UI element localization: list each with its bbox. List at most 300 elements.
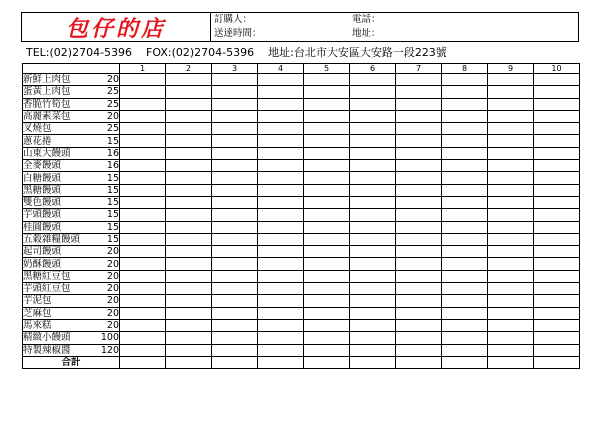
item-name: 芋泥包 — [23, 295, 98, 307]
quantity-cell[interactable] — [304, 184, 350, 196]
quantity-cell[interactable] — [120, 123, 166, 135]
quantity-cell[interactable] — [534, 172, 580, 184]
quantity-cell[interactable] — [212, 172, 258, 184]
quantity-cell[interactable] — [258, 196, 304, 208]
quantity-cell[interactable] — [166, 98, 212, 110]
quantity-cell[interactable] — [166, 135, 212, 147]
quantity-cell[interactable] — [166, 246, 212, 258]
quantity-cell[interactable] — [212, 160, 258, 172]
quantity-cell[interactable] — [120, 196, 166, 208]
quantity-cell[interactable] — [396, 246, 442, 258]
quantity-cell[interactable] — [350, 74, 396, 86]
quantity-cell[interactable] — [350, 160, 396, 172]
item-name: 芋頭紅豆包 — [23, 283, 98, 295]
quantity-cell[interactable] — [350, 196, 396, 208]
quantity-cell[interactable] — [304, 319, 350, 331]
quantity-cell[interactable] — [120, 74, 166, 86]
quantity-cell[interactable] — [442, 135, 488, 147]
quantity-cell[interactable] — [212, 221, 258, 233]
column-header-2: 2 — [166, 64, 212, 74]
quantity-cell[interactable] — [212, 209, 258, 221]
shop-address: 地址:台北市大安區大安路一段223號 — [268, 46, 447, 59]
total-cell[interactable] — [212, 356, 258, 368]
quantity-cell[interactable] — [442, 147, 488, 159]
quantity-cell[interactable] — [350, 319, 396, 331]
quantity-cell[interactable] — [396, 258, 442, 270]
quantity-cell[interactable] — [304, 270, 350, 282]
quantity-cell[interactable] — [488, 196, 534, 208]
quantity-cell[interactable] — [258, 332, 304, 344]
quantity-cell[interactable] — [396, 283, 442, 295]
item-price: 25 — [98, 123, 120, 135]
quantity-cell[interactable] — [442, 74, 488, 86]
delivery-time-label: 送達時間： — [214, 28, 262, 39]
quantity-cell[interactable] — [534, 270, 580, 282]
table-row — [23, 74, 580, 86]
quantity-cell[interactable] — [534, 258, 580, 270]
shop-logo: 包仔的店 — [22, 13, 211, 41]
quantity-cell[interactable] — [166, 307, 212, 319]
quantity-cell[interactable] — [488, 123, 534, 135]
quantity-cell[interactable] — [258, 160, 304, 172]
quantity-cell[interactable] — [488, 184, 534, 196]
quantity-cell[interactable] — [304, 258, 350, 270]
quantity-cell[interactable] — [304, 172, 350, 184]
quantity-cell[interactable] — [534, 233, 580, 245]
table-row — [23, 184, 580, 196]
item-name: 奶酥饅頭 — [23, 258, 98, 270]
quantity-cell[interactable] — [212, 344, 258, 356]
quantity-cell[interactable] — [258, 147, 304, 159]
quantity-cell[interactable] — [166, 123, 212, 135]
quantity-cell[interactable] — [212, 196, 258, 208]
quantity-cell[interactable] — [534, 295, 580, 307]
quantity-cell[interactable] — [488, 86, 534, 98]
quantity-cell[interactable] — [304, 160, 350, 172]
quantity-cell[interactable] — [442, 184, 488, 196]
quantity-cell[interactable] — [120, 135, 166, 147]
quantity-cell[interactable] — [120, 209, 166, 221]
quantity-cell[interactable] — [442, 172, 488, 184]
quantity-cell[interactable] — [442, 233, 488, 245]
quantity-cell[interactable] — [442, 319, 488, 331]
quantity-cell[interactable] — [442, 344, 488, 356]
item-name: 黑糖饅頭 — [23, 184, 98, 196]
table-row — [23, 332, 580, 344]
quantity-cell[interactable] — [396, 135, 442, 147]
quantity-cell[interactable] — [212, 147, 258, 159]
quantity-cell[interactable] — [120, 233, 166, 245]
quantity-cell[interactable] — [396, 172, 442, 184]
quantity-cell[interactable] — [488, 258, 534, 270]
quantity-cell[interactable] — [350, 221, 396, 233]
quantity-cell[interactable] — [396, 196, 442, 208]
quantity-cell[interactable] — [350, 246, 396, 258]
table-row — [23, 319, 580, 331]
column-header-9: 9 — [488, 64, 534, 74]
quantity-cell[interactable] — [120, 246, 166, 258]
quantity-cell[interactable] — [350, 110, 396, 122]
address-label: 地址： — [352, 28, 381, 39]
quantity-cell[interactable] — [120, 172, 166, 184]
quantity-cell[interactable] — [534, 319, 580, 331]
quantity-cell[interactable] — [212, 319, 258, 331]
quantity-cell[interactable] — [120, 307, 166, 319]
quantity-cell[interactable] — [534, 160, 580, 172]
quantity-cell[interactable] — [488, 283, 534, 295]
quantity-cell[interactable] — [350, 307, 396, 319]
quantity-cell[interactable] — [212, 233, 258, 245]
quantity-cell[interactable] — [120, 295, 166, 307]
table-row — [23, 123, 580, 135]
quantity-cell[interactable] — [442, 221, 488, 233]
quantity-cell[interactable] — [396, 295, 442, 307]
quantity-cell[interactable] — [212, 295, 258, 307]
quantity-cell[interactable] — [212, 307, 258, 319]
quantity-cell[interactable] — [120, 110, 166, 122]
table-row — [23, 307, 580, 319]
table-row — [23, 147, 580, 159]
quantity-cell[interactable] — [488, 135, 534, 147]
quantity-cell[interactable] — [304, 307, 350, 319]
order-table — [22, 63, 580, 369]
quantity-cell[interactable] — [534, 283, 580, 295]
quantity-cell[interactable] — [488, 160, 534, 172]
quantity-cell[interactable] — [488, 209, 534, 221]
item-price: 20 — [98, 74, 120, 86]
item-name: 叉燒包 — [23, 123, 98, 135]
quantity-cell[interactable] — [120, 147, 166, 159]
quantity-cell[interactable] — [258, 184, 304, 196]
quantity-cell[interactable] — [488, 172, 534, 184]
quantity-cell[interactable] — [442, 196, 488, 208]
quantity-cell[interactable] — [534, 307, 580, 319]
quantity-cell[interactable] — [396, 344, 442, 356]
quantity-cell[interactable] — [120, 184, 166, 196]
quantity-cell[interactable] — [304, 295, 350, 307]
quantity-cell[interactable] — [396, 74, 442, 86]
quantity-cell[interactable] — [442, 307, 488, 319]
quantity-cell[interactable] — [534, 209, 580, 221]
quantity-cell[interactable] — [166, 319, 212, 331]
quantity-cell[interactable] — [212, 258, 258, 270]
quantity-cell[interactable] — [534, 344, 580, 356]
quantity-cell[interactable] — [534, 135, 580, 147]
quantity-cell[interactable] — [534, 184, 580, 196]
quantity-cell[interactable] — [212, 110, 258, 122]
quantity-cell[interactable] — [488, 147, 534, 159]
quantity-cell[interactable] — [166, 233, 212, 245]
item-name: 新鮮上肉包 — [23, 74, 98, 86]
column-header-row — [23, 64, 580, 74]
quantity-cell[interactable] — [396, 270, 442, 282]
quantity-cell[interactable] — [442, 283, 488, 295]
item-column-header — [23, 64, 120, 74]
quantity-cell[interactable] — [166, 209, 212, 221]
quantity-cell[interactable] — [350, 332, 396, 344]
quantity-cell[interactable] — [534, 332, 580, 344]
quantity-cell[interactable] — [396, 184, 442, 196]
item-price: 20 — [98, 258, 120, 270]
quantity-cell[interactable] — [166, 283, 212, 295]
quantity-cell[interactable] — [258, 258, 304, 270]
quantity-cell[interactable] — [304, 196, 350, 208]
quantity-cell[interactable] — [350, 123, 396, 135]
quantity-cell[interactable] — [212, 98, 258, 110]
quantity-cell[interactable] — [212, 332, 258, 344]
quantity-cell[interactable] — [212, 246, 258, 258]
quantity-cell[interactable] — [258, 270, 304, 282]
quantity-cell[interactable] — [120, 270, 166, 282]
quantity-cell[interactable] — [534, 98, 580, 110]
quantity-cell[interactable] — [534, 246, 580, 258]
quantity-cell[interactable] — [304, 221, 350, 233]
quantity-cell[interactable] — [120, 98, 166, 110]
item-price: 20 — [98, 319, 120, 331]
quantity-cell[interactable] — [534, 74, 580, 86]
quantity-cell[interactable] — [258, 135, 304, 147]
table-row — [23, 196, 580, 208]
quantity-cell[interactable] — [442, 160, 488, 172]
quantity-cell[interactable] — [258, 246, 304, 258]
quantity-cell[interactable] — [212, 74, 258, 86]
column-header-10: 10 — [534, 64, 580, 74]
quantity-cell[interactable] — [396, 160, 442, 172]
quantity-cell[interactable] — [350, 209, 396, 221]
quantity-cell[interactable] — [396, 86, 442, 98]
tel-number: TEL:(02)2704-5396 — [26, 46, 133, 59]
quantity-cell[interactable] — [304, 233, 350, 245]
quantity-cell[interactable] — [258, 86, 304, 98]
item-name: 桂圓饅頭 — [23, 221, 98, 233]
quantity-cell[interactable] — [166, 221, 212, 233]
quantity-cell[interactable] — [350, 172, 396, 184]
quantity-cell[interactable] — [350, 147, 396, 159]
quantity-cell[interactable] — [488, 98, 534, 110]
quantity-cell[interactable] — [350, 233, 396, 245]
column-header-5: 5 — [304, 64, 350, 74]
quantity-cell[interactable] — [304, 110, 350, 122]
quantity-cell[interactable] — [120, 258, 166, 270]
quantity-cell[interactable] — [442, 295, 488, 307]
quantity-cell[interactable] — [304, 86, 350, 98]
item-name: 芋頭饅頭 — [23, 209, 98, 221]
quantity-cell[interactable] — [212, 86, 258, 98]
quantity-cell[interactable] — [120, 319, 166, 331]
item-name: 蔥花捲 — [23, 135, 98, 147]
quantity-cell[interactable] — [442, 110, 488, 122]
quantity-cell[interactable] — [166, 332, 212, 344]
quantity-cell[interactable] — [442, 209, 488, 221]
total-cell[interactable] — [120, 356, 166, 368]
quantity-cell[interactable] — [166, 196, 212, 208]
column-header-8: 8 — [442, 64, 488, 74]
quantity-cell[interactable] — [166, 344, 212, 356]
total-cell[interactable] — [534, 356, 580, 368]
item-price: 20 — [98, 246, 120, 258]
quantity-cell[interactable] — [488, 74, 534, 86]
quantity-cell[interactable] — [166, 258, 212, 270]
quantity-cell[interactable] — [304, 98, 350, 110]
total-cell[interactable] — [488, 356, 534, 368]
quantity-cell[interactable] — [166, 172, 212, 184]
item-name: 五穀雜糧饅頭 — [23, 233, 98, 245]
quantity-cell[interactable] — [488, 246, 534, 258]
quantity-cell[interactable] — [166, 160, 212, 172]
total-label: 合計 — [23, 356, 120, 368]
column-header-7: 7 — [396, 64, 442, 74]
quantity-cell[interactable] — [304, 209, 350, 221]
quantity-cell[interactable] — [488, 221, 534, 233]
quantity-cell[interactable] — [534, 110, 580, 122]
quantity-cell[interactable] — [396, 307, 442, 319]
item-price: 25 — [98, 86, 120, 98]
quantity-cell[interactable] — [396, 233, 442, 245]
quantity-cell[interactable] — [258, 74, 304, 86]
quantity-cell[interactable] — [350, 184, 396, 196]
table-row — [23, 344, 580, 356]
quantity-cell[interactable] — [166, 295, 212, 307]
table-row — [23, 110, 580, 122]
quantity-cell[interactable] — [166, 184, 212, 196]
quantity-cell[interactable] — [534, 86, 580, 98]
quantity-cell[interactable] — [212, 184, 258, 196]
quantity-cell[interactable] — [396, 147, 442, 159]
quantity-cell[interactable] — [350, 283, 396, 295]
quantity-cell[interactable] — [258, 344, 304, 356]
quantity-cell[interactable] — [258, 233, 304, 245]
quantity-cell[interactable] — [488, 344, 534, 356]
quantity-cell[interactable] — [442, 332, 488, 344]
quantity-cell[interactable] — [120, 283, 166, 295]
table-row — [23, 233, 580, 245]
total-cell[interactable] — [396, 356, 442, 368]
total-cell[interactable] — [258, 356, 304, 368]
quantity-cell[interactable] — [396, 319, 442, 331]
quantity-cell[interactable] — [442, 123, 488, 135]
item-name: 山東大饅頭 — [23, 147, 98, 159]
quantity-cell[interactable] — [258, 221, 304, 233]
total-cell[interactable] — [350, 356, 396, 368]
quantity-cell[interactable] — [442, 86, 488, 98]
quantity-cell[interactable] — [488, 332, 534, 344]
item-name: 芝麻包 — [23, 307, 98, 319]
quantity-cell[interactable] — [258, 123, 304, 135]
quantity-cell[interactable] — [350, 135, 396, 147]
quantity-cell[interactable] — [258, 283, 304, 295]
orderer-label: 訂購人： — [214, 14, 253, 25]
quantity-cell[interactable] — [120, 221, 166, 233]
quantity-cell[interactable] — [396, 332, 442, 344]
quantity-cell[interactable] — [304, 332, 350, 344]
quantity-cell[interactable] — [488, 110, 534, 122]
item-price: 15 — [98, 233, 120, 245]
quantity-cell[interactable] — [166, 270, 212, 282]
quantity-cell[interactable] — [258, 319, 304, 331]
quantity-cell[interactable] — [396, 209, 442, 221]
quantity-cell[interactable] — [396, 110, 442, 122]
quantity-cell[interactable] — [350, 295, 396, 307]
quantity-cell[interactable] — [304, 246, 350, 258]
total-cell[interactable] — [442, 356, 488, 368]
quantity-cell[interactable] — [258, 295, 304, 307]
quantity-cell[interactable] — [258, 172, 304, 184]
total-row — [23, 356, 580, 368]
item-name: 高麗素菜包 — [23, 110, 98, 122]
quantity-cell[interactable] — [258, 209, 304, 221]
quantity-cell[interactable] — [166, 74, 212, 86]
quantity-cell[interactable] — [350, 258, 396, 270]
quantity-cell[interactable] — [534, 147, 580, 159]
contact-line — [26, 44, 461, 60]
quantity-cell[interactable] — [488, 319, 534, 331]
quantity-cell[interactable] — [304, 283, 350, 295]
item-price: 15 — [98, 221, 120, 233]
quantity-cell[interactable] — [304, 74, 350, 86]
quantity-cell[interactable] — [534, 221, 580, 233]
quantity-cell[interactable] — [534, 196, 580, 208]
item-price: 120 — [98, 344, 120, 356]
item-price: 20 — [98, 283, 120, 295]
quantity-cell[interactable] — [120, 160, 166, 172]
quantity-cell[interactable] — [442, 246, 488, 258]
quantity-cell[interactable] — [120, 344, 166, 356]
quantity-cell[interactable] — [396, 98, 442, 110]
table-row — [23, 246, 580, 258]
quantity-cell[interactable] — [488, 270, 534, 282]
quantity-cell[interactable] — [304, 344, 350, 356]
table-row — [23, 258, 580, 270]
quantity-cell[interactable] — [350, 344, 396, 356]
quantity-cell[interactable] — [488, 307, 534, 319]
quantity-cell[interactable] — [304, 135, 350, 147]
item-name: 起司饅頭 — [23, 246, 98, 258]
quantity-cell[interactable] — [488, 295, 534, 307]
total-cell[interactable] — [166, 356, 212, 368]
quantity-cell[interactable] — [488, 233, 534, 245]
quantity-cell[interactable] — [258, 110, 304, 122]
quantity-cell[interactable] — [350, 86, 396, 98]
quantity-cell[interactable] — [258, 98, 304, 110]
total-cell[interactable] — [304, 356, 350, 368]
quantity-cell[interactable] — [166, 110, 212, 122]
quantity-cell[interactable] — [258, 307, 304, 319]
quantity-cell[interactable] — [350, 270, 396, 282]
quantity-cell[interactable] — [304, 123, 350, 135]
quantity-cell[interactable] — [120, 332, 166, 344]
quantity-cell[interactable] — [212, 135, 258, 147]
quantity-cell[interactable] — [304, 147, 350, 159]
quantity-cell[interactable] — [120, 86, 166, 98]
quantity-cell[interactable] — [534, 123, 580, 135]
quantity-cell[interactable] — [396, 221, 442, 233]
item-name: 白糖饅頭 — [23, 172, 98, 184]
quantity-cell[interactable] — [442, 258, 488, 270]
quantity-cell[interactable] — [212, 123, 258, 135]
table-row — [23, 86, 580, 98]
item-name: 雙色饅頭 — [23, 196, 98, 208]
quantity-cell[interactable] — [350, 98, 396, 110]
quantity-cell[interactable] — [442, 270, 488, 282]
quantity-cell[interactable] — [166, 147, 212, 159]
quantity-cell[interactable] — [212, 270, 258, 282]
quantity-cell[interactable] — [166, 86, 212, 98]
table-row — [23, 98, 580, 110]
quantity-cell[interactable] — [396, 123, 442, 135]
item-price: 15 — [98, 196, 120, 208]
quantity-cell[interactable] — [212, 283, 258, 295]
quantity-cell[interactable] — [442, 98, 488, 110]
